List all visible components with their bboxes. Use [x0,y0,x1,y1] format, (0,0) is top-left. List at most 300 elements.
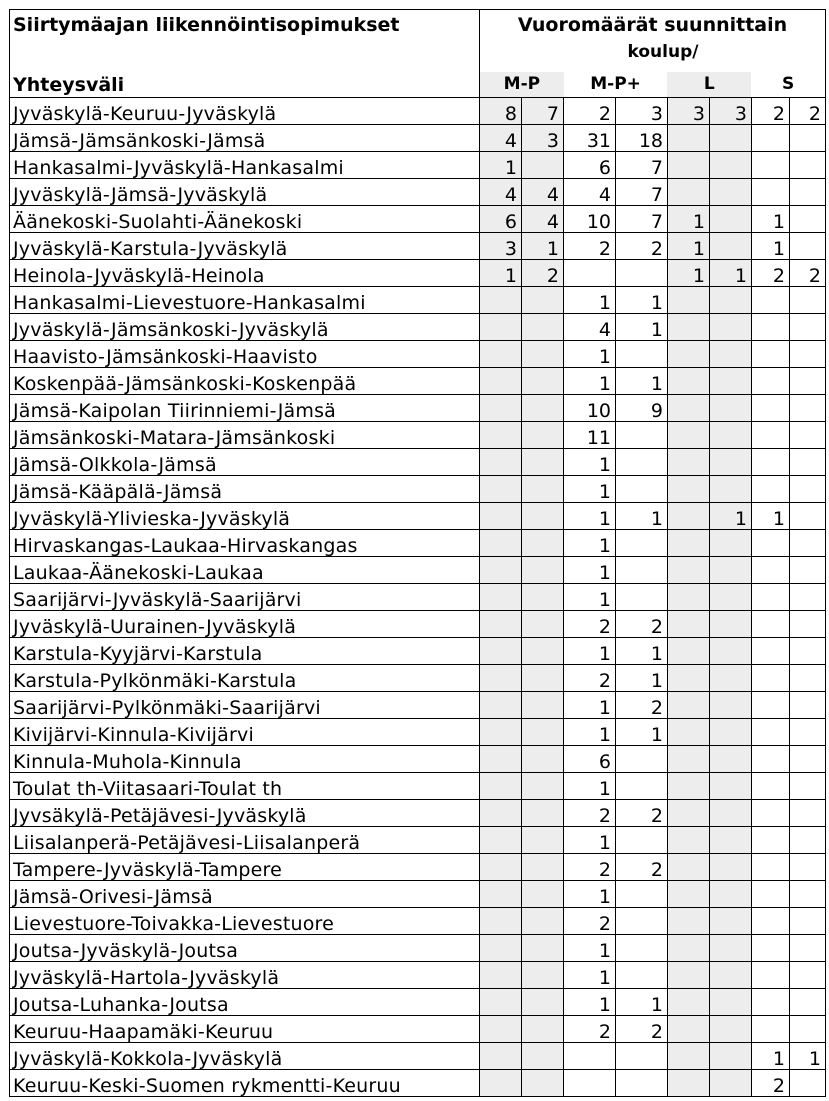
trip-count-cell [522,287,564,314]
trip-count-cell: 1 [710,503,752,530]
table-row [10,908,826,935]
trip-count-cell [616,449,668,476]
trip-count-cell: 3 [522,125,564,152]
table-row [10,422,826,449]
trip-count-cell: 1 [790,1043,826,1070]
trip-count-cell [616,422,668,449]
trip-count-cell [480,854,522,881]
route-name: Jyväskylä-Ylivieska-Jyväskylä [10,503,480,530]
table-row [10,584,826,611]
trip-count-cell: 6 [564,746,616,773]
trip-count-cell [522,422,564,449]
trip-count-cell [480,1043,522,1070]
trip-count-cell [668,692,710,719]
trip-count-cell: 1 [752,503,790,530]
trip-count-cell [790,719,826,746]
trip-count-cell: 2 [616,692,668,719]
route-name: Liisalanperä-Petäjävesi-Liisalanperä [10,827,480,854]
trip-count-cell [522,503,564,530]
trip-count-cell [710,152,752,179]
trip-count-cell [668,638,710,665]
route-name: Tampere-Jyväskylä-Tampere [10,854,480,881]
trip-count-cell [710,368,752,395]
trip-count-cell: 1 [564,962,616,989]
trip-count-cell [480,341,522,368]
trip-count-cell [752,152,790,179]
table-row [10,881,826,908]
trip-count-cell [752,692,790,719]
trip-count-cell [752,422,790,449]
trip-count-cell [790,341,826,368]
trip-count-cell [790,314,826,341]
trip-count-cell [564,1043,616,1070]
trip-count-cell [790,395,826,422]
trip-count-cell: 2 [790,260,826,287]
trip-count-cell: 7 [616,179,668,206]
trip-count-cell [710,1070,752,1097]
trip-count-cell [668,746,710,773]
trip-count-cell [710,746,752,773]
trip-count-cell [752,368,790,395]
trip-count-cell [668,152,710,179]
table-row [10,1043,826,1070]
trip-count-cell: 2 [522,260,564,287]
trip-count-cell [480,422,522,449]
table-row [10,800,826,827]
trip-count-cell [710,233,752,260]
trip-count-cell [668,827,710,854]
trip-count-cell: 2 [564,800,616,827]
route-name: Jämsä-Orivesi-Jämsä [10,881,480,908]
trip-count-cell [752,746,790,773]
table-row [10,98,826,125]
trip-count-cell [710,206,752,233]
trip-count-cell [790,908,826,935]
trip-count-cell [668,935,710,962]
trip-count-cell [790,989,826,1016]
trip-count-cell: 2 [564,665,616,692]
trip-count-cell [480,665,522,692]
trip-count-cell [668,854,710,881]
trip-count-cell [480,287,522,314]
trip-count-cell [790,827,826,854]
route-name: Keuruu-Keski-Suomen rykmentti-Keuruu [10,1070,480,1097]
trip-count-cell: 2 [564,908,616,935]
trip-count-cell [668,530,710,557]
trip-count-cell [616,827,668,854]
trip-count-cell [668,395,710,422]
trip-count-cell [710,476,752,503]
trip-count-cell [522,449,564,476]
route-name: Karstula-Pylkönmäki-Karstula [10,665,480,692]
trip-count-cell [480,584,522,611]
trip-count-cell [668,908,710,935]
route-name: Keuruu-Haapamäki-Keuruu [10,1016,480,1043]
table-row [10,476,826,503]
trip-count-cell [790,287,826,314]
trip-count-cell: 1 [616,638,668,665]
trip-count-cell [668,719,710,746]
table-row [10,1070,826,1097]
trip-count-cell [752,611,790,638]
trip-count-cell [752,476,790,503]
table-row [10,449,826,476]
table-row [10,665,826,692]
trip-count-cell [480,800,522,827]
trip-count-cell: 1 [616,368,668,395]
table-row [10,287,826,314]
header-title-cell [10,10,480,98]
trip-count-cell [668,773,710,800]
trip-count-cell [668,611,710,638]
trip-count-cell: 1 [564,341,616,368]
trip-count-cell [668,584,710,611]
route-name: Hirvaskangas-Laukaa-Hirvaskangas [10,530,480,557]
trip-count-cell: 2 [616,1016,668,1043]
trip-count-cell: 3 [616,98,668,125]
trip-count-cell [752,854,790,881]
column-header-s: S [781,74,795,94]
trip-count-cell: 1 [564,935,616,962]
trip-count-cell [710,287,752,314]
trip-count-cell [790,530,826,557]
table-row [10,692,826,719]
trip-count-cell [480,476,522,503]
column-header-mp: M-P [480,72,564,97]
trip-count-cell: 1 [564,719,616,746]
table-row [10,935,826,962]
table-row [10,557,826,584]
column-header-route: Yhteysväli [13,74,125,96]
trip-count-cell: 1 [564,773,616,800]
trip-count-cell [790,800,826,827]
trip-count-cell [522,692,564,719]
trip-count-cell [522,800,564,827]
table-row [10,152,826,179]
trip-count-cell [564,1070,616,1097]
trip-count-cell [522,881,564,908]
trip-count-cell [616,962,668,989]
trip-count-cell [668,422,710,449]
trip-count-cell [752,395,790,422]
trip-count-cell [522,746,564,773]
trip-count-cell [616,746,668,773]
trip-count-cell [480,908,522,935]
header-group-cell [480,10,826,98]
trip-count-cell [668,665,710,692]
trip-count-cell [752,638,790,665]
trip-count-cell: 10 [564,395,616,422]
trip-count-cell [710,341,752,368]
trip-count-cell: 1 [616,719,668,746]
trip-count-cell [522,368,564,395]
trip-count-cell [752,962,790,989]
route-name: Jyvsäkylä-Petäjävesi-Jyväskylä [10,800,480,827]
trip-count-cell [752,908,790,935]
trip-count-cell [710,719,752,746]
trip-count-cell [752,530,790,557]
trip-count-cell [752,584,790,611]
trip-count-cell [522,1016,564,1043]
page-title: Siirtymäajan liikennöintisopimukset [13,14,400,36]
table-row [10,611,826,638]
trip-count-cell: 11 [564,422,616,449]
trip-count-cell [616,881,668,908]
route-name: Kivijärvi-Kinnula-Kivijärvi [10,719,480,746]
trip-count-cell: 4 [480,125,522,152]
trip-count-cell [480,719,522,746]
route-name: Saarijärvi-Pylkönmäki-Saarijärvi [10,692,480,719]
trip-count-cell [522,530,564,557]
trip-count-cell: 1 [564,476,616,503]
table-row [10,773,826,800]
route-name: Joutsa-Jyväskylä-Joutsa [10,935,480,962]
trip-count-cell: 1 [564,692,616,719]
trip-count-cell [616,1070,668,1097]
trip-count-cell [480,449,522,476]
trip-count-cell: 3 [668,98,710,125]
trip-count-cell [790,368,826,395]
trip-count-cell: 31 [564,125,616,152]
header-row [10,10,826,98]
route-name: Kinnula-Muhola-Kinnula [10,746,480,773]
trip-count-cell [710,179,752,206]
trip-count-cell [480,503,522,530]
trip-count-cell: 1 [616,665,668,692]
table-row [10,719,826,746]
trip-count-cell: 4 [522,206,564,233]
trip-count-cell: 1 [564,449,616,476]
trip-count-cell: 1 [564,638,616,665]
trip-count-cell [752,314,790,341]
trip-count-cell: 18 [616,125,668,152]
trip-count-cell [752,773,790,800]
trip-count-cell [480,395,522,422]
trip-count-cell [752,935,790,962]
route-name: Jämsä-Kaipolan Tiirinniemi-Jämsä [10,395,480,422]
trip-count-cell [752,800,790,827]
trip-count-cell [752,341,790,368]
trip-count-cell [790,152,826,179]
table-row [10,206,826,233]
trip-count-cell: 8 [480,98,522,125]
table-row [10,314,826,341]
trip-count-cell: 1 [752,206,790,233]
trip-count-cell: 1 [480,152,522,179]
trip-count-cell [668,287,710,314]
trip-count-cell [710,692,752,719]
route-name: Lievestuore-Toivakka-Lievestuore [10,908,480,935]
trip-count-cell [790,503,826,530]
trip-count-cell: 1 [564,881,616,908]
trip-count-cell [710,665,752,692]
route-name: Koskenpää-Jämsänkoski-Koskenpää [10,368,480,395]
trip-count-cell [616,935,668,962]
trip-count-cell [668,341,710,368]
trip-count-cell: 6 [564,152,616,179]
trip-count-cell [710,422,752,449]
trip-count-cell [752,989,790,1016]
trip-count-cell [480,1016,522,1043]
trip-count-cell: 1 [752,233,790,260]
trip-count-cell: 2 [752,260,790,287]
trip-count-cell: 10 [564,206,616,233]
trip-count-cell [480,692,522,719]
trip-count-cell [480,314,522,341]
trip-count-cell [480,935,522,962]
trip-count-cell: 2 [616,800,668,827]
trip-count-cell [522,1070,564,1097]
route-name: Jyväskylä-Jämsänkoski-Jyväskylä [10,314,480,341]
trip-count-cell: 1 [564,557,616,584]
trip-count-cell: 1 [564,584,616,611]
trip-count-cell [790,422,826,449]
route-name: Jämsänkoski-Matara-Jämsänkoski [10,422,480,449]
trip-count-cell [480,746,522,773]
trip-count-cell: 3 [480,233,522,260]
trip-count-cell: 2 [564,854,616,881]
column-header-row [480,72,825,97]
trip-count-cell [616,341,668,368]
trip-count-cell [710,584,752,611]
trip-count-cell [522,584,564,611]
table-row [10,989,826,1016]
trip-count-cell [790,638,826,665]
trip-count-cell [668,368,710,395]
trip-count-cell [752,287,790,314]
trip-count-cell: 2 [564,1016,616,1043]
trip-count-cell: 1 [522,233,564,260]
trip-count-cell: 4 [564,179,616,206]
route-name: Äänekoski-Suolahti-Äänekoski [10,206,480,233]
trip-count-cell [710,638,752,665]
trip-count-cell [480,773,522,800]
trip-count-cell [710,989,752,1016]
trip-count-cell [480,557,522,584]
trip-count-cell [522,557,564,584]
route-name: Jyväskylä-Hartola-Jyväskylä [10,962,480,989]
route-name: Jämsä-Olkkola-Jämsä [10,449,480,476]
trip-count-cell: 2 [752,1070,790,1097]
trip-count-cell: 1 [480,260,522,287]
sub-label: koulup/ [627,42,699,62]
trip-count-cell [522,854,564,881]
trip-count-cell: 1 [668,233,710,260]
trip-count-cell: 1 [668,260,710,287]
trip-count-cell [752,557,790,584]
trip-count-cell [710,773,752,800]
trip-count-cell [522,773,564,800]
trip-count-cell [790,1070,826,1097]
trip-count-cell: 7 [616,206,668,233]
trip-count-cell: 7 [616,152,668,179]
trip-count-cell [790,935,826,962]
table-row [10,125,826,152]
route-name: Jämsä-Jämsänkoski-Jämsä [10,125,480,152]
route-name: Jyväskylä-Uurainen-Jyväskylä [10,611,480,638]
table-body [10,98,826,1097]
table-row [10,962,826,989]
trip-count-cell [790,206,826,233]
trip-count-cell [480,1070,522,1097]
table-row [10,746,826,773]
trip-count-cell [790,1016,826,1043]
trip-count-cell [710,854,752,881]
trip-count-cell [752,719,790,746]
trip-count-cell: 1 [564,287,616,314]
trip-count-cell: 1 [616,989,668,1016]
route-name: Heinola-Jyväskylä-Heinola [10,260,480,287]
trip-count-cell [668,449,710,476]
group-title: Vuoromäärät suunnittain [517,14,788,36]
trip-count-cell [668,314,710,341]
trip-count-cell [522,989,564,1016]
table-row [10,179,826,206]
column-header-mpplus: M-P+ [590,74,641,94]
table-row [10,260,826,287]
trip-count-cell [522,611,564,638]
contracts-table [9,9,826,1097]
trip-count-cell [790,179,826,206]
route-name: Haavisto-Jämsänkoski-Haavisto [10,341,480,368]
trip-count-cell [668,1016,710,1043]
trip-count-cell [710,314,752,341]
trip-count-cell: 2 [564,98,616,125]
trip-count-cell: 4 [564,314,616,341]
trip-count-cell [668,557,710,584]
trip-count-cell [790,476,826,503]
trip-count-cell: 7 [522,98,564,125]
trip-count-cell [668,179,710,206]
trip-count-cell: 1 [564,368,616,395]
trip-count-cell [752,125,790,152]
trip-count-cell: 2 [790,98,826,125]
route-name: Jyväskylä-Karstula-Jyväskylä [10,233,480,260]
trip-count-cell: 2 [616,233,668,260]
trip-count-cell [668,503,710,530]
trip-count-cell: 1 [564,827,616,854]
table-row [10,341,826,368]
trip-count-cell [790,773,826,800]
route-name: Karstula-Kyyjärvi-Karstula [10,638,480,665]
trip-count-cell [710,395,752,422]
trip-count-cell [480,989,522,1016]
trip-count-cell [710,935,752,962]
trip-count-cell [710,1016,752,1043]
trip-count-cell [752,1016,790,1043]
trip-count-cell [616,584,668,611]
route-name: Hankasalmi-Jyväskylä-Hankasalmi [10,152,480,179]
trip-count-cell [710,125,752,152]
trip-count-cell [522,665,564,692]
trip-count-cell [522,962,564,989]
trip-count-cell [668,125,710,152]
table-row [10,827,826,854]
trip-count-cell [668,1070,710,1097]
trip-count-cell [522,719,564,746]
trip-count-cell [480,881,522,908]
trip-count-cell: 4 [480,179,522,206]
table-row [10,368,826,395]
table-row [10,233,826,260]
trip-count-cell [616,773,668,800]
trip-count-cell [710,557,752,584]
trip-count-cell [790,746,826,773]
trip-count-cell: 1 [564,530,616,557]
trip-count-cell [522,152,564,179]
trip-count-cell: 1 [564,989,616,1016]
trip-count-cell [668,881,710,908]
